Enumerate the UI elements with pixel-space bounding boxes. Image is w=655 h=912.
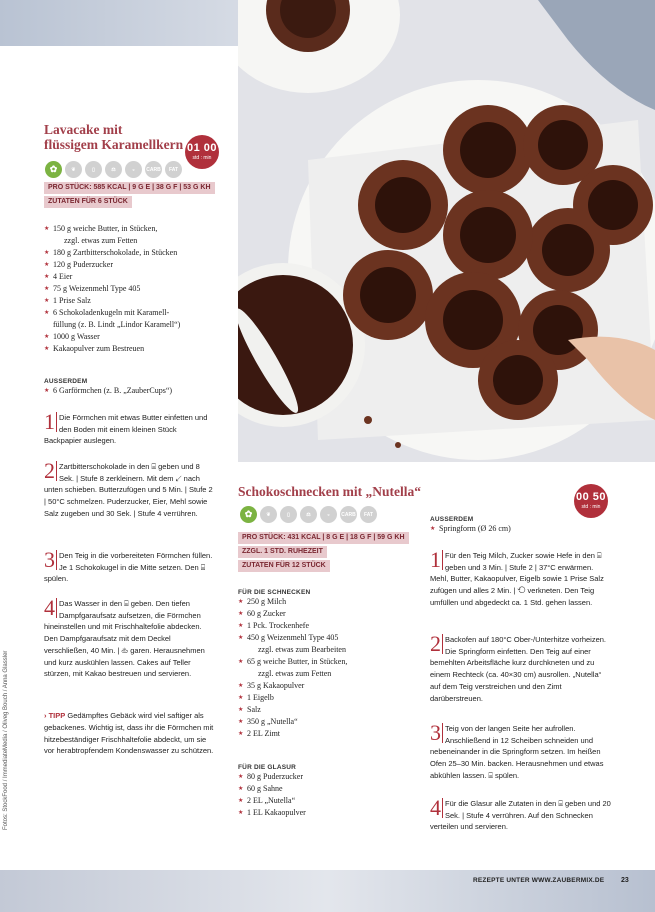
scale-icon: ⚖ bbox=[105, 161, 122, 178]
extra-item: ★ 6 Garförmchen (z. B. „ZauberCups“) bbox=[44, 385, 224, 397]
recipe2-step-4 bbox=[430, 795, 612, 833]
recipe1-step-3 bbox=[44, 547, 214, 585]
ingredient-item: ★ 150 g weiche Butter, in Stücken, bbox=[44, 223, 224, 235]
step-number: 2 bbox=[44, 458, 55, 483]
recipe1-diet-icons bbox=[45, 161, 182, 178]
recipe2-dough-list bbox=[238, 596, 418, 740]
ingredient-item: ★ 1 Pck. Trockenhefe bbox=[238, 620, 418, 632]
ingredient-item: ★ 60 g Sahne bbox=[238, 783, 418, 795]
carb-icon: CARB bbox=[145, 161, 162, 178]
ingredient-item: ★ 4 Eier bbox=[44, 271, 224, 283]
recipe1-title-line2: flüssigem Karamellkern bbox=[44, 137, 184, 152]
bottle-icon: ▯ bbox=[85, 161, 102, 178]
recipe1-ingredient-list bbox=[44, 223, 224, 355]
recipe1-time-unit: std : min bbox=[192, 155, 212, 161]
recipe2-glaze-list bbox=[238, 771, 418, 819]
ingredient-item: ★ Salz bbox=[238, 704, 418, 716]
recipe2-nutrition: PRO STÜCK: 431 KCAL | 8 G E | 18 G F | 59 G KH bbox=[238, 532, 409, 544]
step-number: 2 bbox=[430, 631, 441, 656]
recipe2-step-1 bbox=[430, 547, 612, 609]
ingredient-item: ★ 120 g Puderzucker bbox=[44, 259, 224, 271]
ingredient-item: zzgl. etwas zum Bearbeiten bbox=[258, 645, 346, 654]
recipe1-step-4 bbox=[44, 595, 214, 680]
scale-icon: ⚖ bbox=[300, 506, 317, 523]
recipe1-tipp bbox=[44, 710, 214, 757]
ingredient-item: ★ 2 EL „Nutella“ bbox=[238, 795, 418, 807]
ingredient-item: ★ 60 g Zucker bbox=[238, 608, 418, 620]
bottle-icon: ▯ bbox=[280, 506, 297, 523]
photo-illustration bbox=[238, 0, 655, 462]
recipe1-servings: ZUTATEN FÜR 6 STÜCK bbox=[44, 196, 132, 208]
ingredient-item: zzgl. etwas zum Fetten bbox=[258, 669, 332, 678]
ingredient-item: ★ 1 Eigelb bbox=[238, 692, 418, 704]
recipe2-time-unit: std : min bbox=[581, 504, 601, 510]
ingredient-item: ★ 1000 g Wasser bbox=[44, 331, 224, 343]
step-number: 4 bbox=[44, 595, 55, 620]
step-number: 1 bbox=[44, 409, 55, 434]
recipe2-title: Schokoschnecken mit „Nutella“ bbox=[238, 484, 422, 499]
vegetarian-icon: ✿ bbox=[240, 506, 257, 523]
fat-icon: FAT bbox=[165, 161, 182, 178]
step-number: 3 bbox=[430, 720, 441, 745]
bowl-icon: ◒ bbox=[320, 506, 337, 523]
recipe2-diet-icons bbox=[240, 506, 377, 523]
ingredient-item: ★ Kakaopulver zum Bestreuen bbox=[44, 343, 224, 355]
step-number: 4 bbox=[430, 795, 441, 820]
leaf-icon: ❦ bbox=[65, 161, 82, 178]
ingredient-item: ★ 450 g Weizenmehl Type 405 bbox=[238, 632, 418, 644]
step-text: Zartbitterschokolade in den ⌸ geben und 8 Sek. | Stufe 8 zerkleinern. Mit dem ↙ nach unten schieben. Butterzufügen und 5 Min. | Stufe 2 | 50°C schmelzen. Puderzucker, Eier, Mehl sowie Salz zugeben und 30 Sek. | Stufe 4 verrühren. bbox=[44, 462, 213, 518]
step-number: 1 bbox=[430, 547, 441, 572]
step-number: 3 bbox=[44, 547, 55, 572]
step-text: Die Förmchen mit etwas Butter einfetten und den Boden mit einem kleinen Stück Backpapier auslegen. bbox=[44, 413, 208, 446]
ingredient-item: ★ 2 EL Zimt bbox=[238, 728, 418, 740]
ingredient-item: zzgl. etwas zum Fetten bbox=[64, 236, 138, 245]
ingredient-item: ★ 80 g Puderzucker bbox=[238, 771, 418, 783]
recipe1-step-1 bbox=[44, 409, 214, 447]
step-text: Für die Glasur alle Zutaten in den ⌸ geben und 20 Sek. | Stufe 4 verrühren. Auf den Schnecken verteilen und servieren. bbox=[430, 799, 611, 832]
ingredient-item: ★ 75 g Weizenmehl Type 405 bbox=[44, 283, 224, 295]
recipe1-time: 01 00 bbox=[186, 142, 218, 154]
recipe2-step-3 bbox=[430, 720, 612, 782]
recipe1-nutrition: PRO STÜCK: 585 KCAL | 9 G E | 38 G F | 53 G KH bbox=[44, 182, 215, 194]
ingredient-item: ★ 1 EL Kakaopulver bbox=[238, 807, 418, 819]
ingredient-item: ★ 180 g Zartbitterschokolade, in Stücken bbox=[44, 247, 224, 259]
ingredient-item: ★ 1 Prise Salz bbox=[44, 295, 224, 307]
tipp-text: Gedämpftes Gebäck wird viel saftiger als gebackenes. Wichtig ist, dass ihr die Förmchen mit hitzebeständiger Frischhaltefolie abdeckt, um sie vor herabtropfendem Kondenswasser zu schützen. bbox=[44, 711, 214, 756]
recipe2-servings: ZUTATEN FÜR 12 STÜCK bbox=[238, 560, 330, 572]
ingredient-item: ★ 35 g Kakaopulver bbox=[238, 680, 418, 692]
recipe2-glaze-heading: FÜR DIE GLASUR bbox=[238, 764, 297, 771]
recipe2-extra-list bbox=[430, 523, 610, 535]
recipe2-extra-heading: AUSSERDEM bbox=[430, 516, 474, 523]
cinnamon-rolls-photo bbox=[238, 0, 655, 462]
recipe1-extra-heading: AUSSERDEM bbox=[44, 378, 88, 385]
ingredient-item: ★ 6 Schokoladenkugeln mit Karamell- bbox=[44, 307, 224, 319]
recipe2-dough-heading: FÜR DIE SCHNECKEN bbox=[238, 589, 311, 596]
ingredient-item: ★ 65 g weiche Butter, in Stücken, bbox=[238, 656, 418, 668]
extra-item: ★ Springform (Ø 26 cm) bbox=[430, 523, 610, 535]
ingredient-item: ★ 350 g „Nutella“ bbox=[238, 716, 418, 728]
recipe1-title-line1: Lavacake mit bbox=[44, 122, 123, 137]
leaf-icon: ❦ bbox=[260, 506, 277, 523]
recipe1-title bbox=[44, 122, 183, 152]
vegetarian-icon: ✿ bbox=[45, 161, 62, 178]
ingredient-item: ★ 250 g Milch bbox=[238, 596, 418, 608]
photo-credit: Fotos: StockFood / ImmediateMedia / Oliveg Bouch / Anna Glassler bbox=[3, 650, 9, 830]
recipe2-step-2 bbox=[430, 631, 612, 704]
carb-icon: CARB bbox=[340, 506, 357, 523]
fat-icon: FAT bbox=[360, 506, 377, 523]
tipp-label: › TIPP bbox=[44, 711, 66, 720]
step-text: Den Teig in die vorbereiteten Förmchen füllen. Je 1 Schokokugel in die Mitte setzen. Den ⌸ spülen. bbox=[44, 551, 213, 584]
step-text: Backofen auf 180°C Ober-/Unterhitze vorheizen. Die Springform einfetten. Den Teig auf einer bemehlten Arbeitsfläche kurz durchkneten und zu einem Rechteck (ca. 40×30 cm) ausrollen. „Nutella“ auf dem Teig verstreichen und den Zimt darüberstreuen. bbox=[430, 635, 607, 703]
recipe2-time: 00 50 bbox=[575, 491, 607, 503]
footer-website: REZEPTE UNTER WWW.ZAUBERMIX.DE bbox=[473, 877, 605, 884]
recipe2-time-badge bbox=[574, 484, 608, 518]
recipe2-rest-time: ZZGL. 1 STD. RUHEZEIT bbox=[238, 546, 327, 558]
step-text: Teig von der langen Seite her aufrollen. Anschließend in 12 Scheiben schneiden und nebeneinander in die Springform setzen. Im heißen Ofen 25–30 Min. backen. Herausnehmen und etwas abkühlen lassen. ⌸ spülen. bbox=[430, 724, 604, 780]
page-number: 23 bbox=[621, 877, 629, 884]
recipe1-extra-list bbox=[44, 385, 224, 397]
step-text: Das Wasser in den ⌸ geben. Den tiefen Dampfgaraufsatz aufsetzen, die Förmchen hineinstellen und mit Frischhaltefolie abdecken. Den Dampfgaraufsatz mit dem Deckel verschließen, 40 Min. | ♨ garen. Herausnehmen und kurz auskühlen lassen. Cakes auf Teller stürzen, mit Kakao bestreuen und servieren. bbox=[44, 599, 205, 679]
ingredient-item: füllung (z. B. Lindt „Lindor Karamell“) bbox=[53, 320, 181, 329]
recipe1-step-2 bbox=[44, 458, 214, 520]
bowl-icon: ◒ bbox=[125, 161, 142, 178]
recipe1-time-badge bbox=[185, 135, 219, 169]
step-text: Für den Teig Milch, Zucker sowie Hefe in den ⌸ geben und 3 Min. | Stufe 2 | 37°C erwärmen. Mehl, Butter, Kakaopulver, Eigelb sowie 1 Prise Salz zufügen und alles 2 Min. | ⟲ verkneten. Den Teig umfüllen und abgedeckt ca. 1 Std. gehen lassen. bbox=[430, 551, 604, 607]
